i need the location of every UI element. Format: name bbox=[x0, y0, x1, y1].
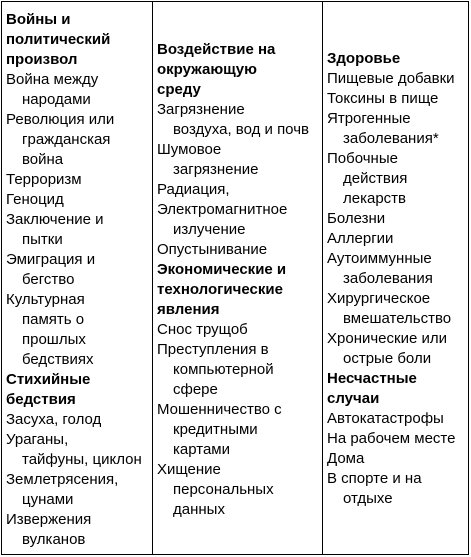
list-item: Болезни bbox=[327, 210, 386, 227]
group-heading: Стихийные бедствия bbox=[6, 371, 91, 408]
list-item: Пищевые добавки bbox=[327, 70, 455, 87]
list-item: Шумовое загрязнение bbox=[157, 141, 259, 178]
list-item: Геноцид bbox=[6, 191, 64, 208]
list-item: Хищение персональных данных bbox=[157, 461, 274, 518]
group-heading: Здоровье bbox=[327, 50, 401, 67]
group-environmental-impact bbox=[157, 40, 320, 260]
list-item: Преступления в компьютерной сфере bbox=[157, 341, 274, 398]
list-item: Токсины в пище bbox=[327, 90, 439, 107]
list-item: Побочные действия лекарств bbox=[327, 150, 408, 207]
list-item: Опустынивание bbox=[157, 241, 268, 258]
risk-factors-table bbox=[1, 1, 469, 555]
table-column-2 bbox=[153, 2, 323, 554]
list-item: Загрязнение воздуха, вод и почв bbox=[157, 101, 309, 138]
list-item: На рабочем месте bbox=[327, 430, 456, 447]
list-item: Землетрясения, цунами bbox=[6, 471, 119, 508]
list-item: Снос трущоб bbox=[157, 321, 248, 338]
group-health bbox=[327, 49, 466, 369]
list-item: Аллергии bbox=[327, 230, 394, 247]
group-wars-political-arbitrariness bbox=[6, 10, 150, 370]
list-item: Война между народами bbox=[6, 71, 99, 108]
group-accidents bbox=[327, 369, 466, 509]
list-item: Мошенничество с кредитными картами bbox=[157, 401, 282, 458]
list-item: Автокатастрофы bbox=[327, 410, 444, 427]
group-natural-disasters bbox=[6, 370, 150, 550]
list-item: Ураганы, тайфуны, циклон bbox=[6, 431, 142, 468]
list-item: Аутоиммунные заболевания bbox=[327, 250, 433, 287]
list-item: Революция или гражданская война bbox=[6, 111, 115, 168]
list-item: Извержения вулканов bbox=[6, 511, 92, 548]
list-item: Терроризм bbox=[6, 171, 82, 188]
group-heading: Экономические и технологические явления bbox=[157, 261, 287, 318]
group-economic-technological bbox=[157, 260, 320, 520]
list-item: Электромагнитное излучение bbox=[157, 201, 288, 238]
list-item: Засуха, голод bbox=[6, 411, 102, 428]
list-item: Заключение и пытки bbox=[6, 211, 104, 248]
list-item: Культурная память о прошлых бедствиях bbox=[6, 291, 94, 368]
list-item: Ятрогенные заболевания* bbox=[327, 110, 439, 147]
list-item: Эмиграция и бегство bbox=[6, 251, 96, 288]
list-item: Хронические или острые боли bbox=[327, 330, 447, 367]
group-heading: Воздействие на окружающую среду bbox=[157, 41, 276, 98]
list-item: Хирургическое вмешательство bbox=[327, 290, 452, 327]
list-item: Радиация, bbox=[157, 181, 230, 198]
list-item: Дома bbox=[327, 450, 365, 467]
list-item: В спорте и на отдыхе bbox=[327, 470, 422, 507]
group-heading: Войны и политический произвол bbox=[6, 11, 111, 68]
table-column-1 bbox=[2, 2, 153, 554]
table-column-3 bbox=[323, 2, 468, 554]
group-heading: Несчастные случаи bbox=[327, 370, 417, 407]
